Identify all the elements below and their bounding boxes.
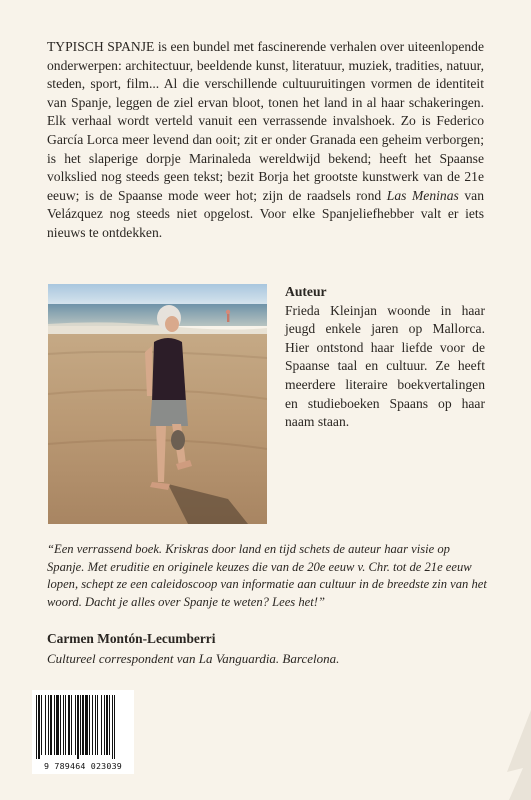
barcode-bar: [36, 695, 37, 759]
barcode-bar: [97, 695, 98, 755]
review-quote: “Een verrassend boek. Kriskras door land en tijd schets de auteur haar visie op Spanje. Met eruditie en originele keuzes die van de 20e eeuw v. Chr. tot de 21e eeuw lopen, schept ze een caleidoscoop van informatie aan cultuur in de breedste zin van het woord. Dacht je alles over Spanje te weten? Lees het!”: [47, 542, 487, 609]
barcode-bar: [109, 695, 110, 755]
quote-author-role: Cultureel correspondent van La Vanguardia. Barcelona.: [47, 651, 340, 666]
barcode-bar: [101, 695, 102, 755]
barcode-bar: [60, 695, 61, 755]
barcode-bar: [63, 695, 64, 755]
barcode-bar: [48, 695, 49, 755]
barcode-bar: [45, 695, 46, 755]
barcode-digits: 9 789464 023039: [44, 761, 122, 771]
barcode-bar: [114, 695, 115, 759]
author-bio: Frieda Kleinjan woonde in haar jeugd enkele jaren op Mallorca. Hier ontstond haar liefde voor de Spaanse taal en cultuur. Ze heeft meerdere literaire boekvertalingen en studieboeken Spaans op haar naam staan.: [285, 302, 485, 430]
barcode-bar: [89, 695, 90, 755]
barcode-bar: [104, 695, 105, 755]
barcode-bar: [54, 695, 55, 755]
author-heading: Auteur: [285, 284, 327, 299]
barcode-bar: [85, 695, 88, 755]
barcode-bar: [75, 695, 76, 755]
blurb-text-part1: is een bundel met fascinerende verhalen over uiteenlopende onderwerpen: architectuur, beeldende kunst, literatuur, muziek, tradities, natuur, steden, sport, film... Al die verschillende cultuuruitingen vormen de identiteit van Spanje, leggen de ziel ervan bloot, tonen het land in al haar schakeringen. Elk verhaal wordt verteld vanuit een verrassende invalshoek. Zo is Federico García Lorca meer levend dan ooit; zit er onder Granada een geheim verborgen; is het slaperige dorpje Marinaleda wereldwijd bekend; heeft het Spaanse volkslied nog steeds geen tekst; bezit Borja het grootste kunstwerk van de 21e eeuw; is de Spaanse mode weer hot; zijn de raadsels rond: [47, 39, 485, 203]
barcode-bar: [92, 695, 93, 755]
author-section: [285, 283, 485, 432]
barcode-bar: [41, 695, 42, 755]
barcode-bar: [77, 695, 79, 759]
barcode-bar: [71, 695, 72, 755]
book-title: TYPISCH SPANJE: [47, 39, 155, 54]
barcode-bar: [106, 695, 108, 755]
barcode-bars: [32, 693, 134, 765]
barcode-bar: [112, 695, 113, 759]
barcode-bar: [80, 695, 81, 755]
barcode-bar: [38, 695, 40, 759]
isbn-barcode: [32, 690, 134, 774]
barcode-bar: [56, 695, 59, 755]
blurb-text-part2: van Velázquez nog steeds niet opgelost. Voor elke Spanjeliefhebber valt er iets nieuws te ontdekken.: [47, 187, 484, 240]
barcode-bar: [65, 695, 66, 755]
barcode-bar: [50, 695, 52, 755]
back-cover-blurb: [47, 38, 484, 243]
barcode-bar: [68, 695, 70, 755]
blurb-italic-title: Las Meninas: [386, 187, 459, 203]
corner-arrow-decoration: [501, 710, 531, 800]
quote-author-name: Carmen Montón-Lecumberri: [47, 631, 216, 646]
author-photo: [48, 284, 267, 524]
barcode-bar: [82, 695, 84, 755]
barcode-bar: [95, 695, 96, 755]
